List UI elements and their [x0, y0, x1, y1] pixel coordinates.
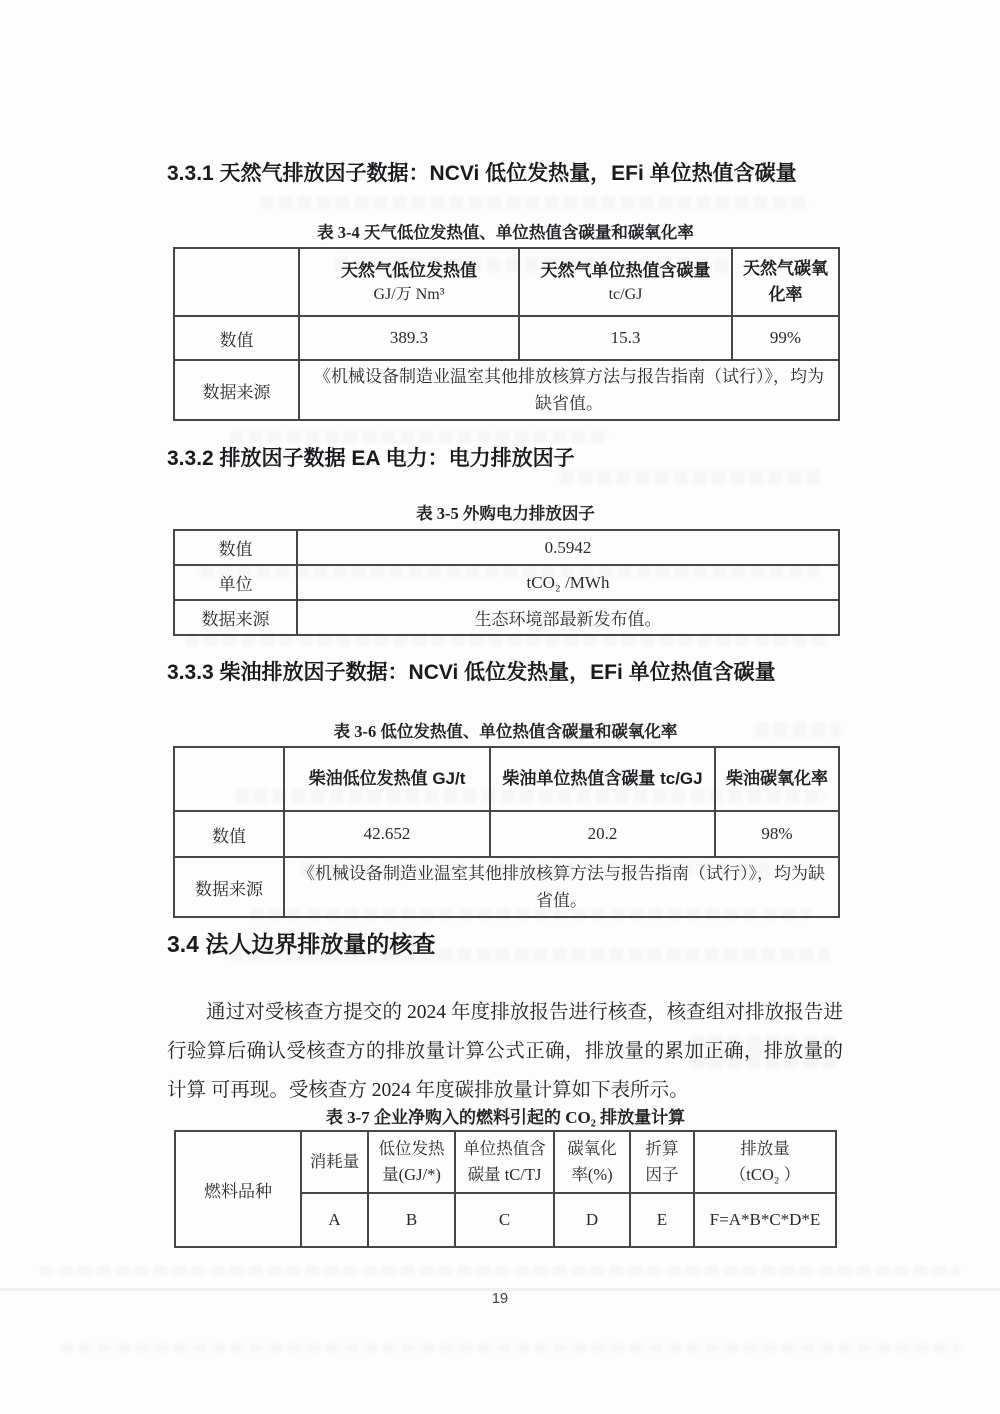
column-title: 天然气单位热值含碳量 — [540, 260, 711, 280]
value-cell: 389.3 — [299, 316, 519, 360]
value-cell: 15.3 — [519, 316, 732, 360]
value-cell: 99% — [732, 316, 839, 360]
source-cell: 《机械设备制造业温室其他排放核算方法与报告指南（试行）》，均为缺省值。 — [284, 857, 839, 917]
table-row — [174, 811, 839, 857]
row-label-cell: 数据来源 — [174, 857, 284, 917]
column-header-cell — [715, 747, 839, 811]
column-title: 单位热值含 — [463, 1138, 546, 1158]
table-row — [174, 600, 839, 635]
column-title: 折算 — [645, 1138, 679, 1158]
body-paragraph: 通过对受核查方提交的 2024 年度排放报告进行核查，核查组对排放报告进行验算后确认受核查方的排放量计算公式正确，排放量的累加正确，排放量的计算 可再现。受核查方 2024 年度碳排放量计算如下表所示。 — [167, 1002, 843, 1101]
code-cell: D — [554, 1193, 630, 1247]
table-3-5 — [173, 529, 840, 636]
table-row — [174, 530, 839, 565]
column-title: 消耗量 — [309, 1151, 360, 1171]
column-title: 天然气低位发热值 — [341, 260, 477, 280]
page-number: 19 — [491, 1291, 509, 1307]
section-heading-3-3-2: 3.3.2 排放因子数据 EA 电力：电力排放因子 — [167, 447, 575, 470]
row-label-cell: 数值 — [174, 316, 299, 360]
table-row — [174, 747, 839, 811]
value-cell: 42.652 — [284, 811, 490, 857]
column-header-cell — [519, 248, 732, 316]
bleed-through-artifact — [560, 470, 820, 485]
stub-cell: 燃料品种 — [175, 1131, 301, 1247]
table-3-4-caption: 表 3-4 天气低位发热值、单位热值含碳量和碳氧化率 — [317, 223, 694, 242]
row-label-cell: 数值 — [174, 811, 284, 857]
corner-cell — [174, 248, 299, 316]
source-cell: 《机械设备制造业温室其他排放核算方法与报告指南（试行）》，均为缺省值。 — [299, 360, 839, 420]
column-title: 天然气碳氧化率 — [743, 258, 828, 304]
table-row — [174, 248, 839, 316]
section-heading-3-3-3: 3.3.3 柴油排放因子数据：NCVi 低位发热量，EFi 单位热值含碳量 — [167, 661, 776, 684]
bleed-through-artifact — [40, 1266, 960, 1275]
value-cell: 20.2 — [490, 811, 715, 857]
bleed-through-artifact — [60, 1344, 960, 1352]
code-cell: A — [301, 1193, 368, 1247]
code-cell: C — [455, 1193, 554, 1247]
section-heading-3-3-1: 3.3.1 天然气排放因子数据：NCVi 低位发热量，EFi 单位热值含碳量 — [167, 162, 797, 185]
column-title-line2: 因子 — [645, 1165, 679, 1184]
column-title-line2: 率(%) — [571, 1165, 613, 1184]
column-header-cell — [299, 248, 519, 316]
value-cell: 98% — [715, 811, 839, 857]
corner-cell — [174, 747, 284, 811]
table-3-7 — [174, 1130, 837, 1248]
column-unit: GJ/万 Nm³ — [373, 285, 445, 303]
code-cell: E — [630, 1193, 694, 1247]
column-header-cell — [554, 1131, 630, 1193]
column-title-line2: （tCO₂ ） — [729, 1165, 801, 1184]
row-label-cell: 数值 — [174, 530, 297, 565]
column-title-line2: 碳量 tC/TJ — [467, 1165, 542, 1184]
value-cell: 生态环境部最新发布值。 — [297, 600, 839, 635]
bleed-through-artifact — [260, 196, 810, 209]
table-3-7-caption: 表 3-7 企业净购入的燃料引起的 CO₂ 排放量计算 — [325, 1108, 686, 1127]
column-header-cell — [630, 1131, 694, 1193]
code-cell: F=A*B*C*D*E — [694, 1193, 836, 1247]
table-row — [174, 565, 839, 600]
column-header-cell — [694, 1131, 836, 1193]
column-header-cell — [455, 1131, 554, 1193]
table-row — [174, 316, 839, 360]
row-label-cell: 数据来源 — [174, 600, 297, 635]
table-row — [175, 1131, 836, 1193]
column-header-cell — [368, 1131, 455, 1193]
column-header-cell — [490, 747, 715, 811]
column-title-line2: 量(GJ/*) — [382, 1165, 441, 1184]
column-title: 低位发热 — [378, 1138, 445, 1158]
column-title: 排放量 — [740, 1138, 790, 1158]
code-cell: B — [368, 1193, 455, 1247]
column-title: 柴油低位发热值 GJ/t — [308, 768, 466, 788]
column-header-cell — [301, 1131, 368, 1193]
column-header-cell — [732, 248, 839, 316]
value-cell: 0.5942 — [297, 530, 839, 565]
column-title: 柴油碳氧化率 — [726, 768, 828, 788]
table-3-4 — [173, 247, 840, 421]
table-3-6-caption: 表 3-6 低位发热值、单位热值含碳量和碳氧化率 — [333, 722, 678, 741]
row-label-cell: 单位 — [174, 565, 297, 600]
table-row — [174, 857, 839, 917]
table-row — [174, 360, 839, 420]
table-3-6 — [173, 746, 840, 918]
column-unit: tc/GJ — [608, 285, 643, 303]
column-title: 柴油单位热值含碳量 tc/GJ — [502, 768, 703, 788]
table-3-5-caption: 表 3-5 外购电力排放因子 — [416, 504, 595, 523]
column-title: 碳氧化 — [567, 1138, 617, 1158]
value-cell: tCO₂ /MWh — [297, 565, 839, 600]
section-heading-3-4: 3.4 法人边界排放量的核查 — [167, 931, 436, 957]
column-header-cell — [284, 747, 490, 811]
row-label-cell: 数据来源 — [174, 360, 299, 420]
